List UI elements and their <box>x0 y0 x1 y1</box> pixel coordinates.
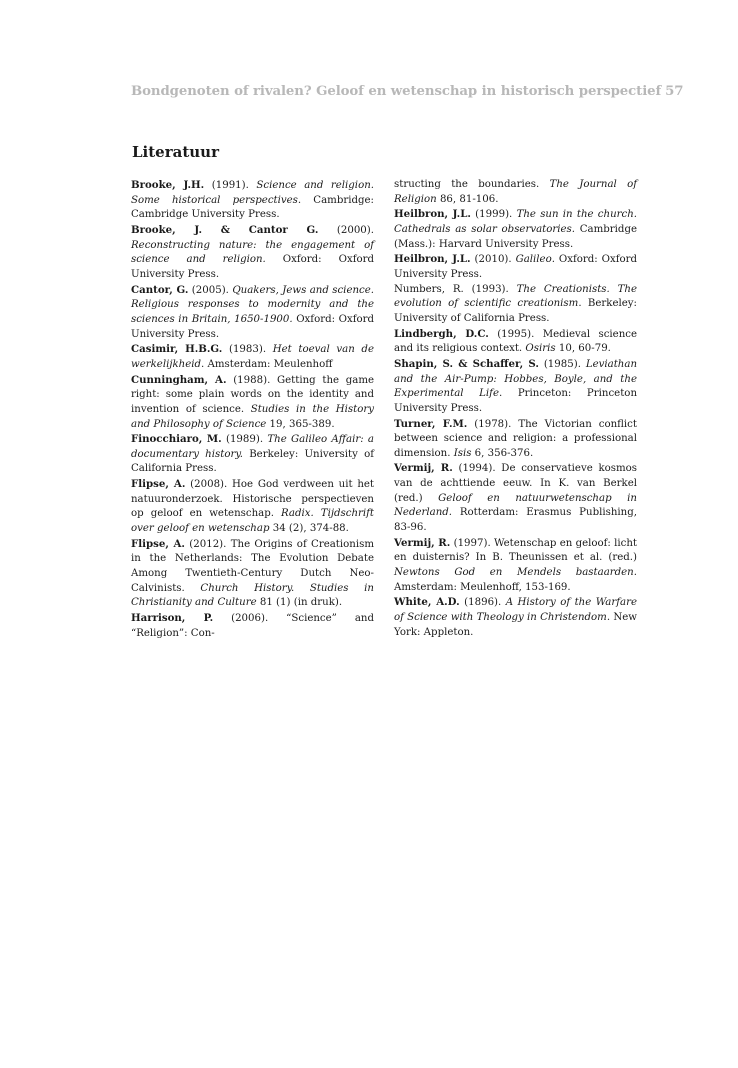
reference-text: Numbers, R. (1993). <box>394 283 517 295</box>
reference-title: Science and religion. Some historical perspectives. <box>131 180 375 206</box>
reference-details: Amsterdam: Meulenhoff <box>204 358 333 370</box>
reference-details: Cambridge (Mass.): Harvard University Press. <box>394 223 637 250</box>
reference-text: (1999). <box>470 209 517 221</box>
reference-title: Het toeval van de werkelijkheid. <box>131 344 374 370</box>
reference-details: . New York: Appleton. <box>394 612 638 638</box>
reference-author: Cunningham, A. <box>131 373 227 386</box>
reference-title: Galileo <box>515 254 552 266</box>
reference-author: Flipse, A. <box>131 478 186 491</box>
reference-author: Vermij, R. <box>394 462 453 475</box>
reference-text: (2008). Hoe God verdween uit het natuuronderzoek. Historische perspectieven op geloof en wetenschap. <box>131 479 375 520</box>
references-left-column <box>131 178 374 641</box>
reference-details: 81 (1) (in druk). <box>256 597 343 609</box>
reference-text: (1896). <box>459 597 506 609</box>
reference-text: (1991). <box>204 180 257 191</box>
reference-entry <box>131 342 374 372</box>
reference-title: The sun in the church. Cathedrals as solar observatories. <box>394 209 638 235</box>
reference-author: Heilbron, J.L. <box>394 253 471 266</box>
reference-entry <box>131 223 374 283</box>
reference-details: 34 (2), 374-88. <box>269 523 349 535</box>
reference-entry <box>394 327 637 357</box>
reference-title: Newtons God en Mendels bastaarden <box>394 567 634 579</box>
reference-details: 6, 356-376. <box>471 447 534 459</box>
reference-details: Cambridge: Cambridge University Press. <box>131 194 374 221</box>
references-right-column <box>394 178 637 640</box>
reference-title: The Galileo Affair: a documentary history. <box>131 434 374 460</box>
reference-text: (2005). <box>188 284 233 296</box>
reference-author: Vermij, R. <box>394 536 451 549</box>
reference-details: 86, 81-106. <box>436 193 499 205</box>
reference-text: (1997). Wetenschap en geloof: licht en duisternis? In B. Theunissen et al. (red.) <box>394 537 638 564</box>
reference-title: Isis <box>453 447 472 459</box>
reference-text: (1994). De conservatieve kosmos van de achttiende eeuw. In K. van Berkel (red.) <box>394 463 638 504</box>
reference-entry <box>131 611 374 641</box>
reference-details: Rotterdam: Erasmus Publishing, 83-96. <box>394 507 637 534</box>
reference-entry <box>394 178 637 207</box>
reference-text: (2006). “Science” and “Religion”: Con- <box>131 613 374 639</box>
reference-author: Harrison, P. <box>131 612 214 625</box>
page-number: 57 <box>665 84 684 99</box>
reference-title: A History of the Warfare of Science with Theology in Christendom <box>394 597 637 624</box>
reference-author: Flipse, A. <box>131 537 185 550</box>
reference-title: Geloof en natuurwetenschap in Nederland. <box>394 492 637 519</box>
reference-entry <box>131 432 374 477</box>
reference-entry <box>394 357 637 417</box>
reference-title: Reconstructing nature: the engagement of science and religion. <box>131 239 374 266</box>
reference-author: Lindbergh, D.C. <box>394 327 489 340</box>
reference-author: Turner, F.M. <box>394 417 468 430</box>
reference-details: . Oxford: Oxford University Press. <box>394 254 638 280</box>
reference-entry <box>394 417 637 462</box>
reference-entry <box>394 207 637 252</box>
reference-author: Brooke, J. & Cantor G. <box>131 223 319 236</box>
reference-title: Quakers, Jews and science. Religious responses to modernity and the sciences in Britain, 1650-1900. <box>131 284 375 325</box>
reference-author: Cantor, G. <box>131 283 189 296</box>
reference-details: Berkeley: University of California Press. <box>131 448 374 475</box>
reference-title: Church History. Studies in Christianity and Culture <box>131 582 374 609</box>
reference-entry <box>131 373 374 433</box>
reference-title: The Creationists. The evolution of scientific creationism <box>394 283 637 310</box>
reference-author: White, A.D. <box>394 596 460 609</box>
reference-title: The Journal of Religion <box>394 179 637 205</box>
reference-author: Brooke, J.H. <box>131 179 205 191</box>
reference-entry <box>394 595 637 640</box>
reference-details: Oxford: Oxford University Press. <box>131 313 374 340</box>
reference-entry <box>394 283 637 327</box>
reference-details: 19, 365-389. <box>266 418 335 430</box>
reference-entry <box>394 461 637 535</box>
reference-text: structing the boundaries. <box>394 179 550 190</box>
reference-details: 10, 60-79. <box>555 343 611 355</box>
reference-author: Casimir, H.B.G. <box>131 343 223 356</box>
reference-text: (2000). <box>318 224 375 236</box>
reference-entry <box>131 537 374 611</box>
reference-entry <box>131 283 374 343</box>
running-title: Bondgenoten of rivalen? Geloof en wetenschap in historisch perspectief <box>131 84 662 99</box>
reference-author: Finocchiaro, M. <box>131 433 222 446</box>
reference-text: (1995). Medieval science and its religious context. <box>394 328 637 355</box>
reference-title: Radix. Tijdschrift over geloof en wetenschap <box>131 508 374 535</box>
reference-entry <box>394 252 637 282</box>
reference-details: . Berkeley: University of California Press. <box>394 298 637 324</box>
reference-entry <box>394 536 637 596</box>
reference-title: Osiris <box>525 343 556 355</box>
reference-title: Studies in the History and Philosophy of Science <box>131 403 374 430</box>
reference-details: . Amsterdam: Meulenhoff, 153-169. <box>394 567 637 593</box>
reference-text: (1983). <box>222 344 273 356</box>
running-header <box>131 84 684 99</box>
reference-text: (2012). The Origins of Creationism in the Netherlands: The Evolution Debate Among Twentieth-Century Dutch Neo-Calvinists. <box>131 538 374 594</box>
reference-details: Oxford: Oxford University Press. <box>131 254 374 280</box>
reference-title: Leviathan and the Air-Pump: Hobbes, Boyle, and the Experimental Life. <box>394 358 637 400</box>
reference-text: (1978). The Victorian conflict between science and religion: a professional dimension. <box>394 418 637 459</box>
reference-text: (1989). <box>221 434 268 446</box>
section-title: Literatuur <box>132 143 219 161</box>
reference-author: Shapin, S. & Schaffer, S. <box>394 357 539 370</box>
reference-details: Princeton: Princeton University Press. <box>394 388 638 414</box>
reference-entry <box>131 178 374 223</box>
reference-author: Heilbron, J.L. <box>394 208 471 221</box>
reference-text: (1988). Getting the game right: some plain words on the identity and invention of science. <box>131 374 375 415</box>
reference-text: (2010). <box>470 254 516 266</box>
reference-entry <box>131 477 374 537</box>
reference-text: (1985). <box>538 358 586 370</box>
